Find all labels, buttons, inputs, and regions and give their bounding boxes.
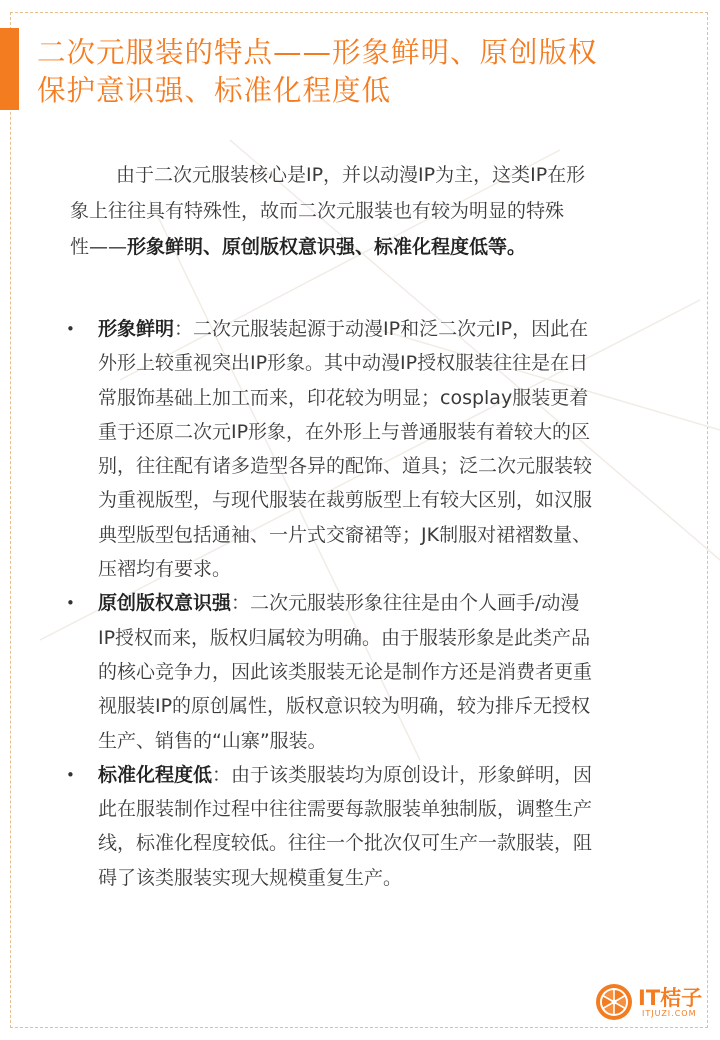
list-item-line: 典型版型包括通袖、一片式交窬裙等；JK制服对裙褶数量、 [98, 523, 592, 546]
list-item-line: IP授权而来，版权归属较为明确。由于服装形象是此类产品 [98, 626, 591, 649]
list-item [60, 586, 660, 757]
list-item-line: 生产、销售的“山寨”服装。 [98, 729, 327, 752]
list-item-line: 为重视版型，与现代服装在裁剪版型上有较大区别，如汉服 [98, 489, 593, 512]
list-item-line: 视服装IP的原创属性，版权意识较为明确，较为排斥无授权 [98, 695, 591, 718]
title-line: 保护意识强、标准化程度低 [37, 74, 392, 107]
list-item-text: ：由于该类服装均为原创设计，形象鲜明，因 [212, 763, 593, 786]
title-accent-bar [0, 28, 19, 110]
itjuzi-logo[interactable] [594, 982, 706, 1026]
orange-slice-icon [594, 982, 634, 1022]
logo-subtext: ITJUZI.COM [642, 1009, 697, 1018]
list-item-line [98, 758, 660, 792]
list-item [60, 758, 660, 895]
title-line: 二次元服装的特点——形象鲜明、原创版权 [37, 36, 598, 69]
list-item-line [98, 586, 660, 620]
list-item-line: 常服饰基础上加工而来，印花较为明显；cosplay服装更着 [98, 386, 589, 409]
list-item-line: 的核心竞争力，因此该类服装无论是制作方还是消费者更重 [98, 660, 593, 683]
list-item-text: ：二次元服装起源于动漫IP和泛二次元IP，因此在 [174, 318, 589, 340]
list-item-term: 标准化程度低 [98, 763, 213, 786]
bullet-dot-icon: • [66, 765, 75, 784]
intro-plain-text: 性—— [70, 236, 128, 258]
list-item-line: 外形上较重视突出IP形象。其中动漫IP授权服装往往是在日 [98, 352, 589, 375]
bullet-dot-icon: • [66, 594, 75, 613]
list-item-line: 压褶均有要求。 [98, 558, 232, 581]
list-item [60, 312, 660, 586]
intro-line: 象上往往具有特殊性，故而二次元服装也有较为明显的特殊 [70, 200, 565, 222]
list-item-term: 原创版权意识强 [98, 592, 232, 615]
page-title [37, 34, 697, 110]
list-item-line: 线，标准化程度较低。往往一个批次仅可生产一款服装，阻 [98, 832, 593, 855]
list-item-term: 形象鲜明 [98, 318, 175, 340]
feature-list [60, 312, 660, 895]
intro-bold-text: 形象鲜明、原创版权意识强、标准化程度低等。 [127, 236, 527, 258]
list-item-text: ：二次元服装形象往往是由个人画手/动漫 [231, 592, 580, 615]
list-item-line: 此在服装制作过程中往往需要每款服装单独制版，调整生产 [98, 798, 593, 821]
logo-text: IT桔子 [638, 986, 703, 1010]
list-item-line: 碍了该类服装实现大规模重复生产。 [98, 866, 403, 889]
intro-line: 由于二次元服装核心是IP，并以动漫IP为主，这类IP在形 [116, 164, 586, 186]
intro-line [70, 229, 660, 265]
bullet-dot-icon: • [66, 320, 75, 338]
list-item-line [98, 312, 660, 346]
list-item-line: 别，往往配有诸多造型各异的配饰、道具；泛二次元服装较 [98, 455, 593, 478]
list-item-line: 重于还原二次元IP形象，在外形上与普通服装有着较大的区 [98, 420, 591, 443]
intro-paragraph [70, 157, 660, 265]
